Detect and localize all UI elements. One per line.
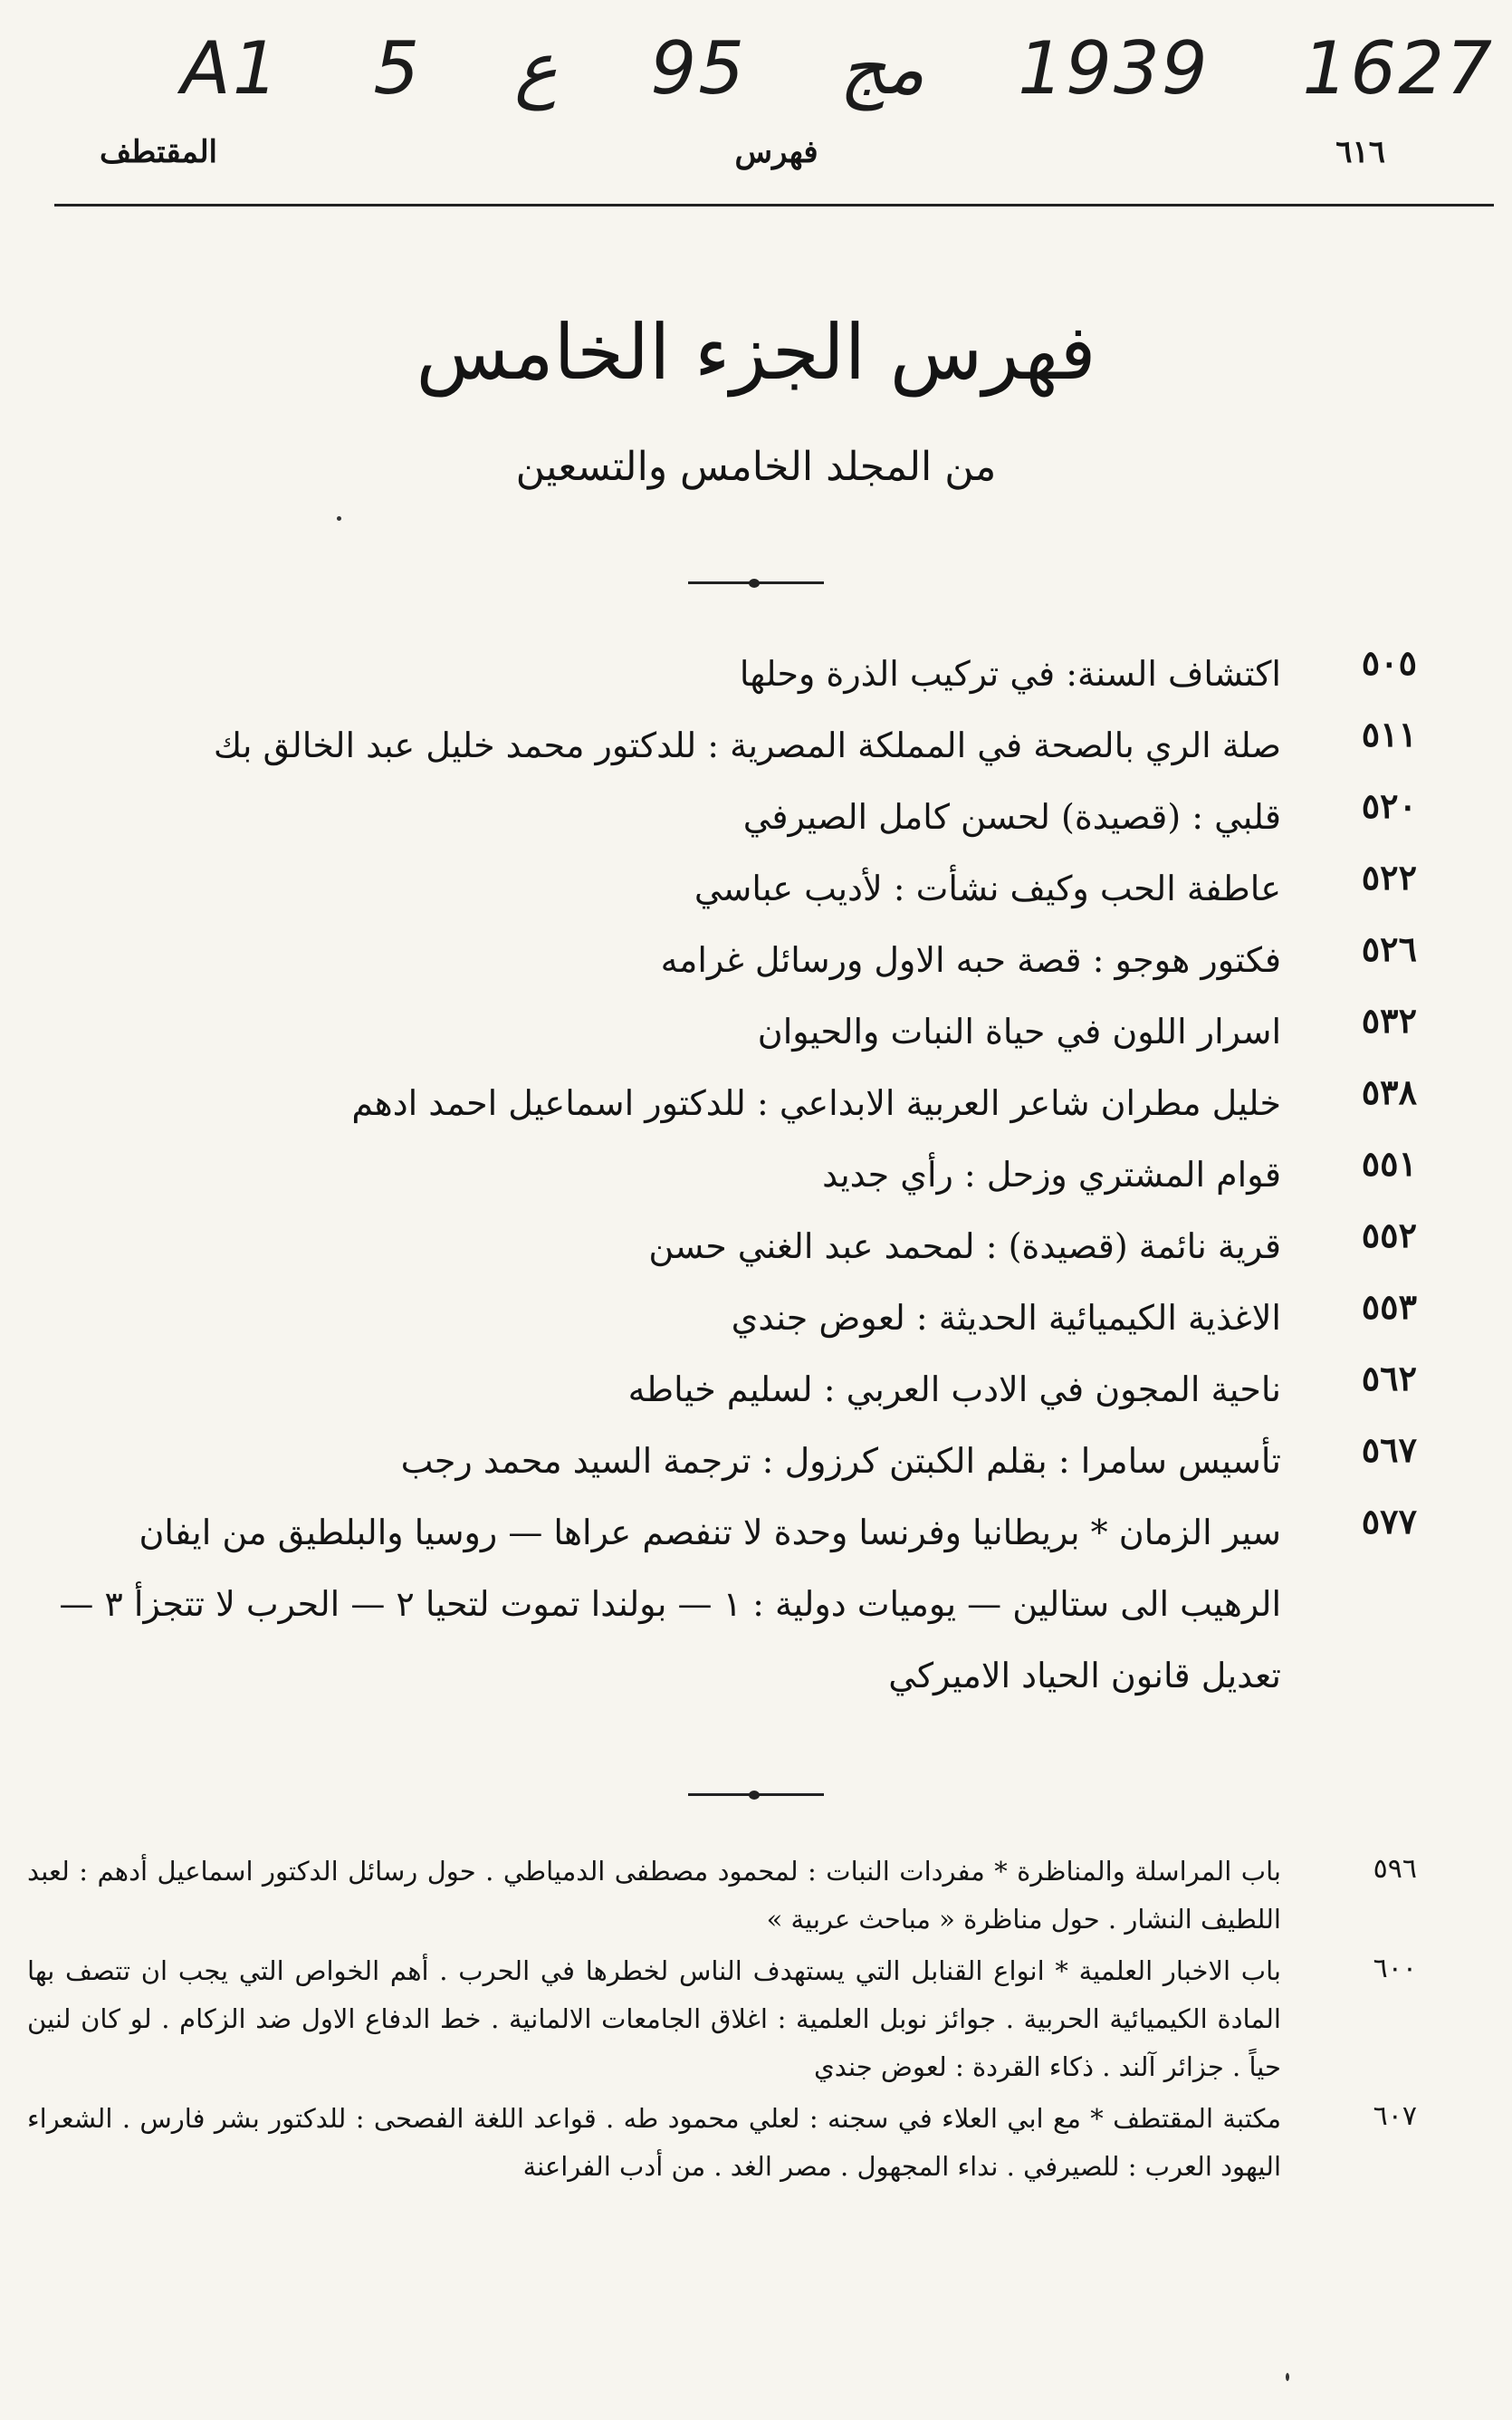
note-year: 1939 bbox=[1018, 25, 1210, 110]
note-volume-abbrev: مج bbox=[838, 25, 925, 110]
entry-page-number: ٥٢٢ bbox=[1361, 857, 1417, 898]
contents-entry bbox=[27, 1139, 1417, 1211]
index-subtitle: من المجلد الخامس والتسعين bbox=[515, 444, 997, 490]
contents-entry bbox=[27, 1211, 1417, 1282]
entry-page-number: ٥٢٦ bbox=[1361, 928, 1417, 969]
contents-entry bbox=[27, 1947, 1417, 2091]
entry-page-number: ٥٩٦ bbox=[1373, 1853, 1417, 1885]
note-letter: ع bbox=[513, 25, 558, 110]
contents-entry bbox=[27, 639, 1417, 710]
ornament-divider bbox=[0, 1782, 1512, 1800]
contents-entry bbox=[27, 853, 1417, 925]
note-volume: 95 bbox=[650, 25, 747, 110]
sections-list bbox=[27, 1848, 1417, 2194]
entry-title: صلة الري بالصحة في المملكة المصرية : للدكتور محمد خليل عبد الخالق بك bbox=[213, 725, 1281, 765]
entry-page-number: ٥٣٨ bbox=[1361, 1071, 1417, 1112]
entry-title: قرية نائمة (قصيدة) : لمحمد عبد الغني حسن bbox=[648, 1226, 1281, 1266]
entry-page-number: ٥١١ bbox=[1361, 714, 1417, 754]
entry-title: الاغذية الكيميائية الحديثة : لعوض جندي bbox=[731, 1298, 1281, 1338]
entry-title: اسرار اللون في حياة النبات والحيوان bbox=[757, 1012, 1281, 1052]
handwritten-archive-note bbox=[181, 18, 1494, 118]
contents-entry bbox=[27, 1282, 1417, 1354]
contents-entry bbox=[27, 1426, 1417, 1497]
ornament-divider bbox=[0, 571, 1512, 588]
note-code: A1 bbox=[181, 25, 281, 110]
entry-title: باب الاخبار العلمية * انواع القنابل التي يستهدف الناس لخطرها في الحرب . أهم الخواص التي يجب ان تتصف بها المادة الكيميائية الحربية . جوائز نوبل العلمية : اغلاق الجامعات الالمانية . خط الدفاع الاول ضد الزكام . لو كان لنين حياً . جزائر آلند . ذكاء القردة : لعوض جندي bbox=[27, 1955, 1281, 2082]
note-ref: 1627 bbox=[1302, 25, 1494, 110]
entry-title: قلبي : (قصيدة) لحسن كامل الصيرفي bbox=[742, 797, 1281, 837]
entry-page-number: ٥٢٠ bbox=[1361, 785, 1417, 826]
ink-speck bbox=[337, 516, 341, 521]
entry-title: تأسيس سامرا : بقلم الكبتن كرزول : ترجمة السيد محمد رجب bbox=[400, 1441, 1281, 1481]
contents-entry bbox=[27, 782, 1417, 853]
entry-page-number: ٥٣٢ bbox=[1361, 1000, 1417, 1041]
entry-title: باب المراسلة والمناظرة * مفردات النبات : لمحمود مصطفى الدمياطي . حول رسائل الدكتور اسماعيل أدهم : لعبد اللطيف النشار . حول مناظرة « مباحث عربية » bbox=[27, 1856, 1281, 1935]
entry-page-number: ٦٠٧ bbox=[1373, 2100, 1417, 2132]
entry-title: سير الزمان * بريطانيا وفرنسا وحدة لا تنفصم عراها — روسيا والبلطيق من ايفان الرهيب الى ستالين — يوميات دولية : ١ — بولندا تموت لتحيا ٢ — الحرب لا تتجزأ ٣ — تعديل قانون الحياد الاميركي bbox=[59, 1512, 1281, 1695]
entry-title: اكتشاف السنة: في تركيب الذرة وحلها bbox=[739, 654, 1281, 694]
entry-page-number: ٥٥٢ bbox=[1361, 1215, 1417, 1255]
contents-entry bbox=[27, 710, 1417, 782]
page-number: ٦١٦ bbox=[1335, 134, 1385, 170]
contents-entry bbox=[27, 1497, 1417, 1712]
index-title: فهرس الجزء الخامس bbox=[416, 308, 1096, 397]
running-header bbox=[100, 125, 1385, 179]
contents-entry bbox=[27, 1068, 1417, 1139]
contents-list bbox=[27, 639, 1417, 1712]
contents-entry bbox=[27, 996, 1417, 1068]
journal-name: المقتطف bbox=[100, 134, 218, 170]
contents-entry bbox=[27, 1354, 1417, 1426]
entry-page-number: ٥٥٣ bbox=[1361, 1286, 1417, 1327]
entry-page-number: ٥٥١ bbox=[1361, 1143, 1417, 1184]
entry-title: عاطفة الحب وكيف نشأت : لأديب عباسي bbox=[694, 869, 1281, 908]
entry-page-number: ٦٠٠ bbox=[1373, 1953, 1417, 1984]
entry-page-number: ٥٠٥ bbox=[1361, 642, 1417, 683]
contents-entry bbox=[27, 2095, 1417, 2191]
contents-entry bbox=[27, 1848, 1417, 1944]
entry-title: خليل مطران شاعر العربية الابداعي : للدكتور اسماعيل احمد ادهم bbox=[351, 1083, 1281, 1123]
contents-entry bbox=[27, 925, 1417, 996]
note-part: 5 bbox=[373, 25, 422, 110]
entry-title: مكتبة المقتطف * مع ابي العلاء في سجنه : لعلي محمود طه . قواعد اللغة الفصحى : للدكتور بشر فارس . الشعراء اليهود العرب : للصيرفي . نداء المجهول . مصر الغد . من أدب الفراعنة bbox=[27, 2103, 1281, 2182]
section-name: فهرس bbox=[734, 134, 818, 170]
entry-title: فكتور هوجو : قصة حبه الاول ورسائل غرامه bbox=[660, 940, 1281, 980]
ink-speck bbox=[1286, 2373, 1289, 2381]
entry-title: ناحية المجون في الادب العربي : لسليم خياطه bbox=[627, 1369, 1281, 1409]
entry-page-number: ٥٧٧ bbox=[1361, 1501, 1417, 1541]
entry-page-number: ٥٦٢ bbox=[1361, 1358, 1417, 1398]
entry-page-number: ٥٦٧ bbox=[1361, 1429, 1417, 1470]
header-rule bbox=[54, 204, 1494, 206]
entry-title: قوام المشتري وزحل : رأي جديد bbox=[822, 1155, 1281, 1195]
